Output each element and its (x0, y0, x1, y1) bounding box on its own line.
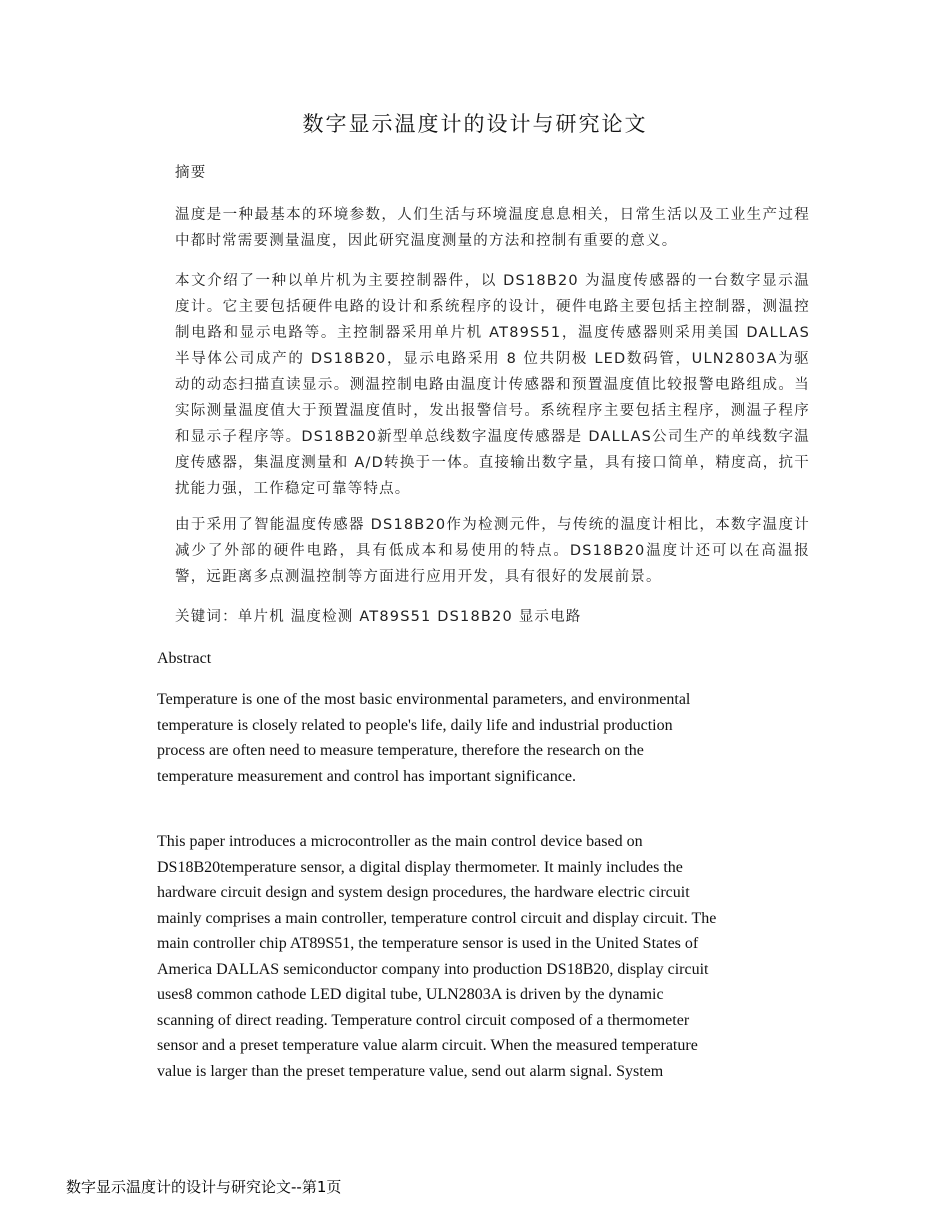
paragraph-text: This paper introduces a microcontroller as the main control device based on DS18B20temperature sensor, a digital display thermometer. It mainly includes the hardware circuit design and system design procedures, the hardware electric circuit mainly comprises a main controller, temperature control circuit and display circuit. The main controller chip AT89S51, the temperature sensor is used in the United States of America DALLAS semiconductor company into production DS18B20, display circuit uses8 common cathode LED digital tube, ULN2803A is driven by the dynamic scanning of direct reading. Temperature control circuit composed of a thermometer sensor and a preset temperature value alarm circuit. When the measured temperature value is larger than the preset temperature value, send out alarm signal. System (157, 833, 717, 1080)
abstract-cn-heading-text: 摘要 (175, 165, 207, 181)
page-footer: 数字显示温度计的设计与研究论文--第1页 (66, 1178, 342, 1196)
paragraph-text: 由于采用了智能温度传感器 DS18B20作为检测元件，与传统的温度计相比，本数字温度计减少了外部的硬件电路，具有低成本和易使用的特点。DS18B20温度计还可以在高温报警，远距离多点测温控制等方面进行应用开发，具有很好的发展前景。 (175, 517, 810, 585)
abstract-cn-paragraph-3 (140, 512, 810, 590)
paragraph-text: 本文介绍了一种以单片机为主要控制器件，以 DS18B20 为温度传感器的一台数字显示温度计。它主要包括硬件电路的设计和系统程序的设计，硬件电路主要包括主控制器，测温控制电路和显示电路等。主控制器采用单片机 AT89S51，温度传感器则采用美国 DALLAS 半导体公司成产的 DS18B20，显示电路采用 8 位共阴极 LED数码管，ULN2803A为驱动的动态扫描直读显示。测温控制电路由温度计传感器和预置温度值比较报警电路组成。当实际测量温度值大于预置温度值时，发出报警信号。系统程序主要包括主程序，测温子程序和显示子程序等。DS18B20新型单总线数字温度传感器是 DALLAS公司生产的单线数字温度传感器，集温度测量和 A/D转换于一体。直接输出数字量，具有接口简单，精度高，抗干扰能力强，工作稳定可靠等特点。 (175, 273, 810, 497)
abstract-cn-paragraph-2 (140, 268, 810, 502)
abstract-en-heading-text: Abstract (157, 650, 212, 667)
keywords-line (140, 604, 810, 630)
page-title: 数字显示温度计的设计与研究论文 (302, 112, 648, 136)
abstract-en-paragraph-1 (140, 687, 720, 789)
abstract-en-heading (140, 646, 720, 672)
abstract-cn-paragraph-1 (140, 202, 810, 254)
keywords-text: 关键词：单片机 温度检测 AT89S51 DS18B20 显示电路 (175, 609, 582, 625)
abstract-cn-heading (140, 160, 810, 186)
abstract-en-paragraph-2 (140, 829, 720, 1084)
paragraph-text: 温度是一种最基本的环境参数，人们生活与环境温度息息相关，日常生活以及工业生产过程中都时常需要测量温度，因此研究温度测量的方法和控制有重要的意义。 (175, 207, 810, 249)
paragraph-text: Temperature is one of the most basic environmental parameters, and environmental temperature is closely related to people's life, daily life and industrial production process are often need to measure temperature, therefore the research on the temperature measurement and control has important significance. (157, 691, 691, 785)
